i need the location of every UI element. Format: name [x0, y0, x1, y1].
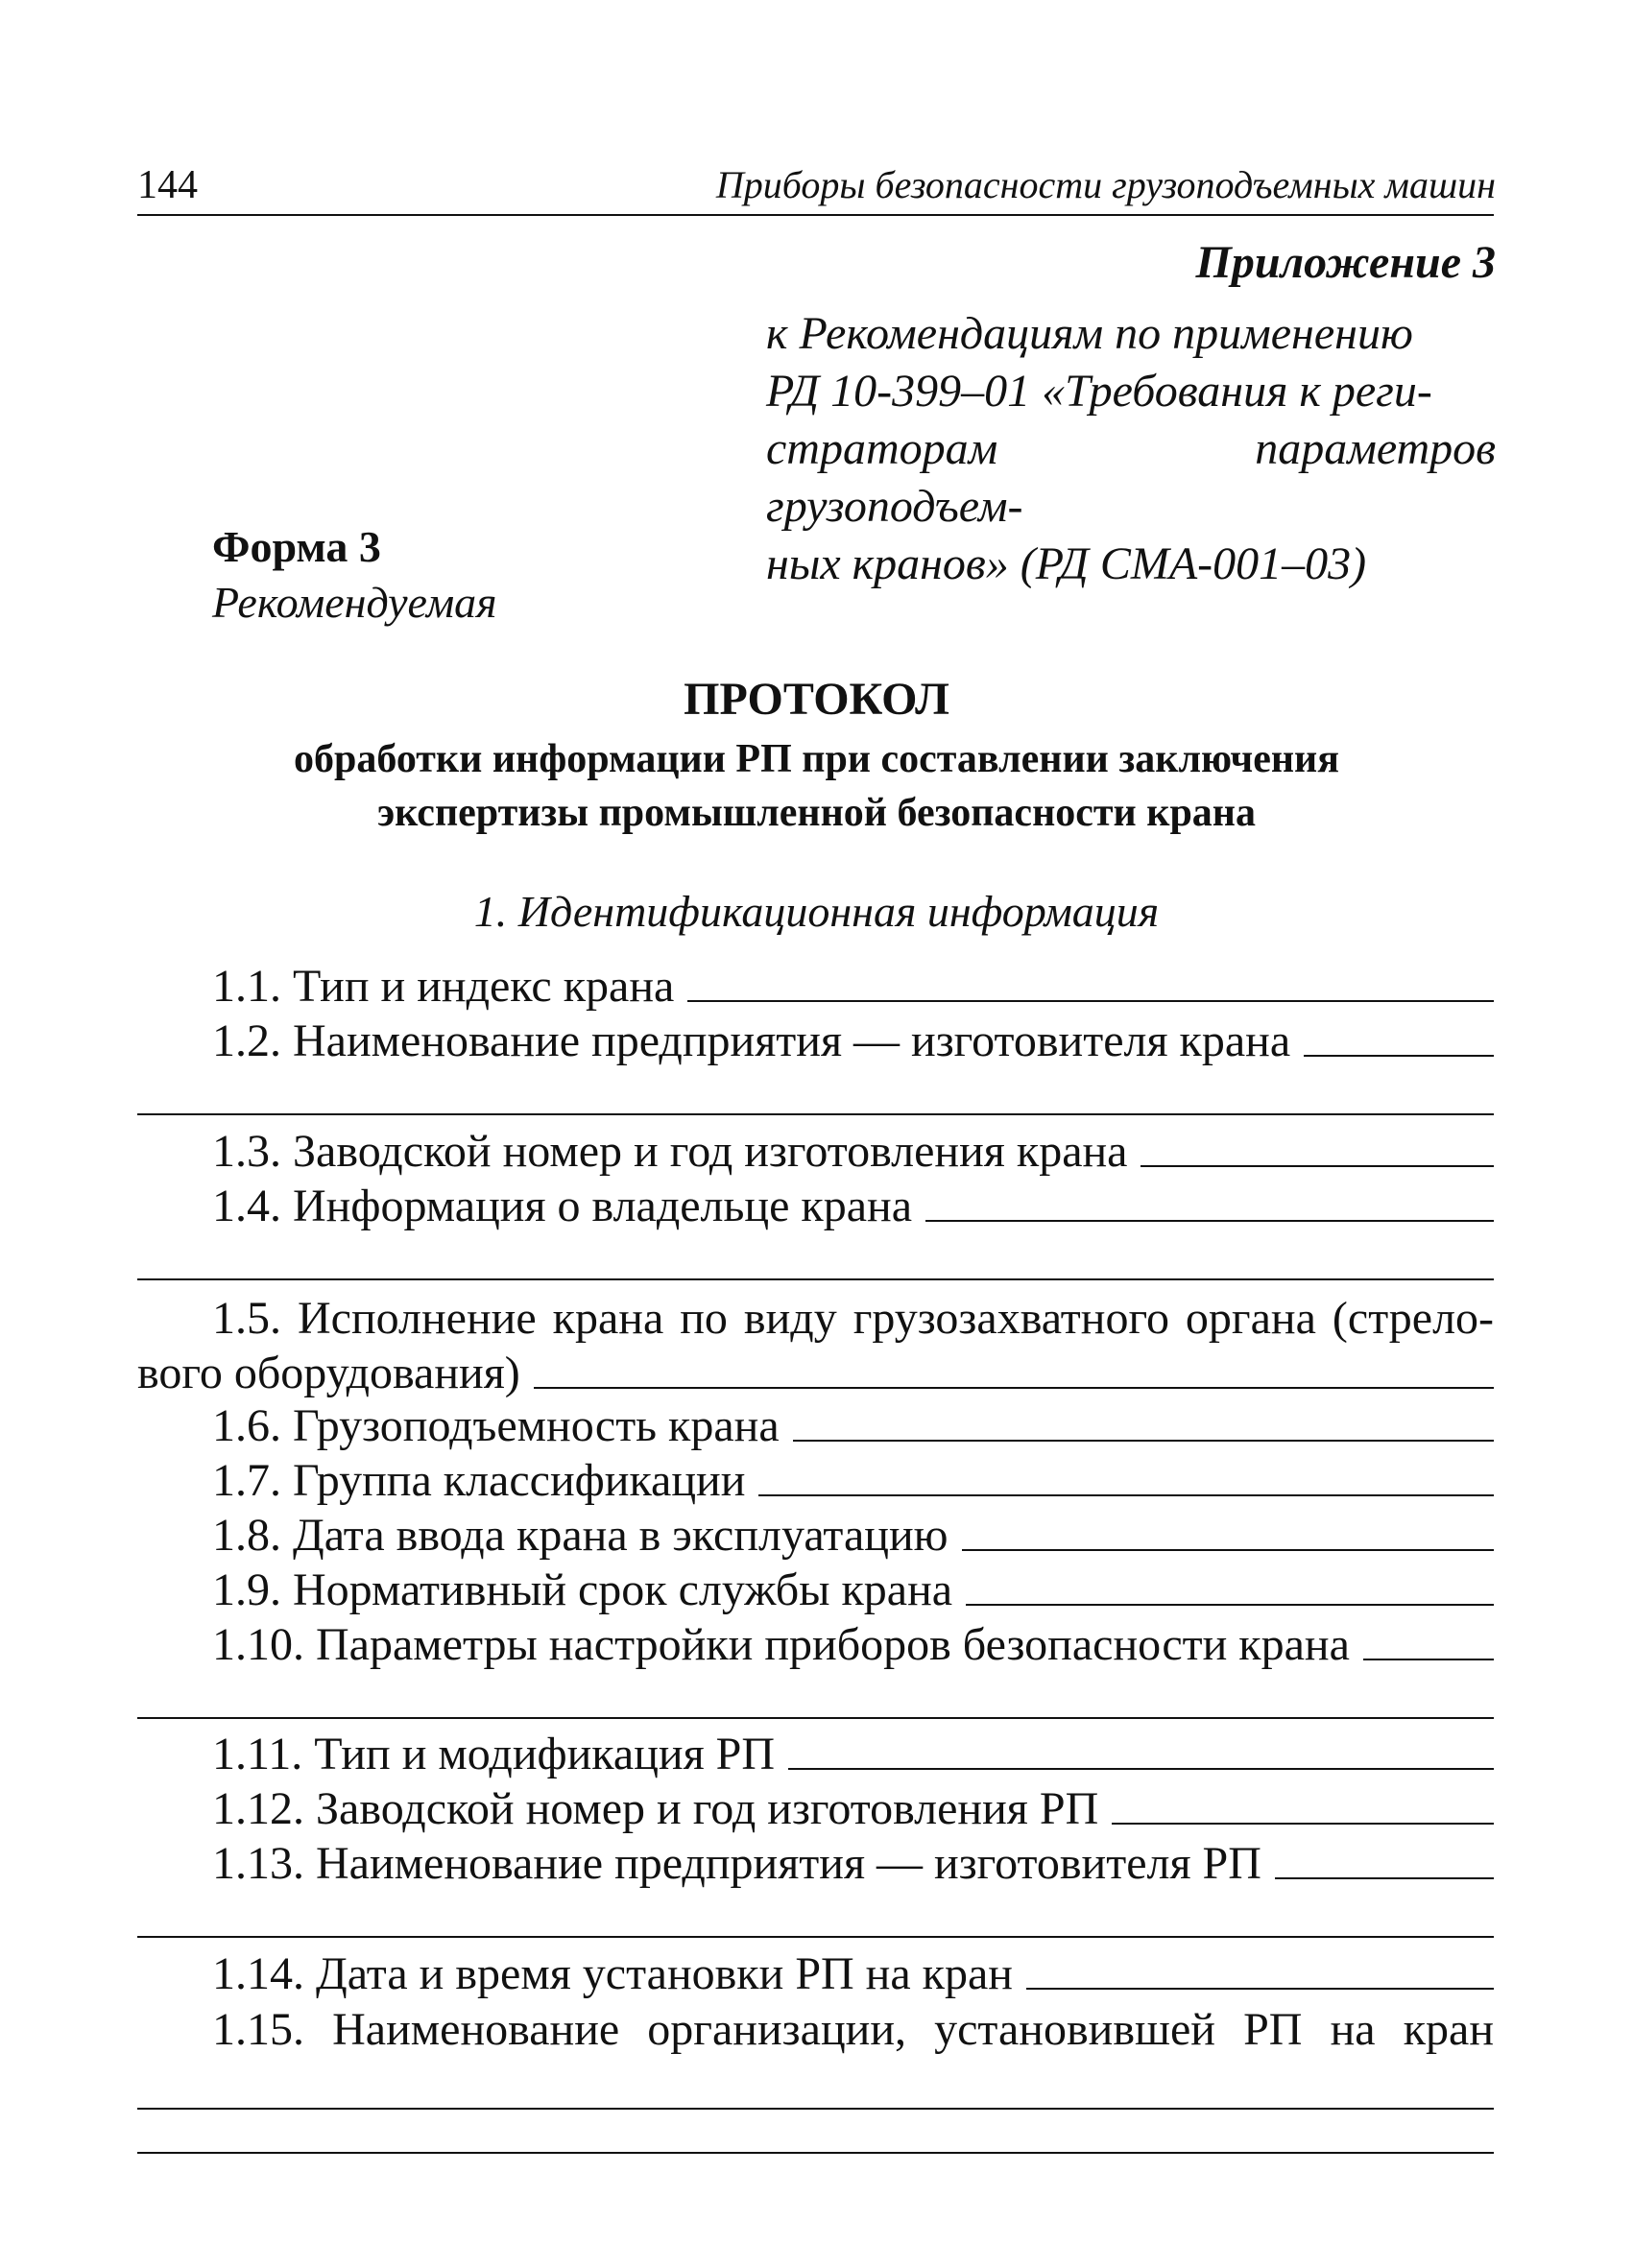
field-blank-line[interactable] — [966, 1604, 1494, 1606]
protocol-subtitle-line: обработки информации РП при составлении заключения — [294, 737, 1339, 781]
form-title: Форма 3 — [212, 522, 381, 571]
field-label: 1.13. Наименование предприятия — изготовителя РП — [212, 1838, 1261, 1889]
protocol-subtitle-line: экспертизы промышленной безопасности крана — [377, 791, 1256, 835]
form-subtitle: Рекомендуемая — [212, 578, 497, 627]
field-label: вого оборудования) — [137, 1348, 520, 1398]
field-label: 1.2. Наименование предприятия — изготовителя крана — [212, 1015, 1291, 1066]
field-label: 1.11. Тип и модификация РП — [212, 1729, 776, 1779]
field-blank-line[interactable] — [788, 1768, 1494, 1770]
field-blank-line[interactable] — [534, 1387, 1494, 1389]
appendix-title: Приложение 3 — [1195, 237, 1496, 288]
field-continuation-line[interactable] — [137, 2108, 1494, 2110]
running-title: Приборы безопасности грузоподъемных машин — [715, 163, 1496, 206]
field-blank-line[interactable] — [1112, 1823, 1494, 1825]
field-blank-line[interactable] — [1304, 1055, 1494, 1057]
form-field-1-11[interactable] — [137, 1728, 1494, 1781]
form-field-1-13[interactable] — [137, 1837, 1494, 1891]
field-label: 1.9. Нормативный срок службы крана — [212, 1564, 953, 1615]
form-field-1-1[interactable] — [137, 960, 1494, 1014]
field-blank-line[interactable] — [925, 1220, 1494, 1222]
field-blank-line[interactable] — [1141, 1165, 1494, 1167]
appendix-note — [766, 305, 1496, 593]
field-label: 1.1. Тип и индекс крана — [212, 961, 675, 1012]
field-continuation-line[interactable] — [137, 1113, 1494, 1115]
field-label: 1.15. Наименование организации, установившей РП на кран — [212, 2004, 1495, 2055]
field-continuation-line[interactable] — [137, 1936, 1494, 1938]
field-blank-line[interactable] — [793, 1440, 1494, 1442]
form-field-1-10[interactable] — [137, 1618, 1494, 1672]
appendix-note-line: ных кранов» (РД СМА-001–03) — [766, 538, 1367, 589]
field-continuation-line[interactable] — [137, 1278, 1494, 1280]
section-title: 1. Идентификационная информация — [473, 887, 1160, 936]
field-label: 1.14. Дата и время установки РП на кран — [212, 1948, 1013, 1999]
field-label: 1.12. Заводской номер и год изготовления РП — [212, 1783, 1099, 1834]
appendix-note-line: к Рекомендациям по применению — [766, 308, 1413, 359]
field-continuation-line[interactable] — [137, 2152, 1494, 2154]
form-field-1-9[interactable] — [137, 1564, 1494, 1617]
field-label: 1.6. Грузоподъемность крана — [212, 1400, 780, 1451]
field-blank-line[interactable] — [758, 1494, 1494, 1496]
protocol-title: ПРОТОКОЛ — [684, 674, 949, 725]
field-label: 1.7. Группа классификации — [212, 1455, 746, 1506]
header-rule — [137, 214, 1494, 216]
field-blank-line[interactable] — [1026, 1988, 1494, 1990]
form-field-1-3[interactable] — [137, 1125, 1494, 1179]
field-blank-line[interactable] — [687, 1000, 1494, 1002]
form-field-1-6[interactable] — [137, 1399, 1494, 1453]
form-field-1-5[interactable] — [137, 1291, 1494, 1400]
form-field-1-12[interactable] — [137, 1782, 1494, 1836]
form-field-1-7[interactable] — [137, 1454, 1494, 1508]
field-label: 1.8. Дата ввода крана в эксплуатацию — [212, 1510, 949, 1561]
field-label: 1.4. Информация о владельце крана — [212, 1181, 912, 1231]
form-field-1-14[interactable] — [137, 1947, 1494, 2001]
form-field-1-15[interactable] — [137, 2002, 1494, 2057]
form-field-1-2[interactable] — [137, 1015, 1494, 1068]
protocol-subtitle — [0, 732, 1633, 840]
field-label: 1.10. Параметры настройки приборов безопасности крана — [212, 1619, 1350, 1670]
form-field-1-8[interactable] — [137, 1509, 1494, 1563]
form-field-1-4[interactable] — [137, 1180, 1494, 1233]
field-label: 1.3. Заводской номер и год изготовления крана — [212, 1126, 1128, 1177]
field-label: 1.5. Исполнение крана по виду грузозахватного органа (стрело- — [212, 1293, 1495, 1344]
appendix-note-line: страторам параметров грузоподъем- — [766, 423, 1496, 532]
field-blank-line[interactable] — [1275, 1877, 1494, 1879]
field-continuation-line[interactable] — [137, 1717, 1494, 1719]
field-blank-line[interactable] — [1363, 1659, 1494, 1660]
page-number: 144 — [137, 163, 198, 207]
appendix-note-line: РД 10-399–01 «Требования к реги- — [766, 366, 1432, 417]
field-blank-line[interactable] — [962, 1549, 1495, 1551]
